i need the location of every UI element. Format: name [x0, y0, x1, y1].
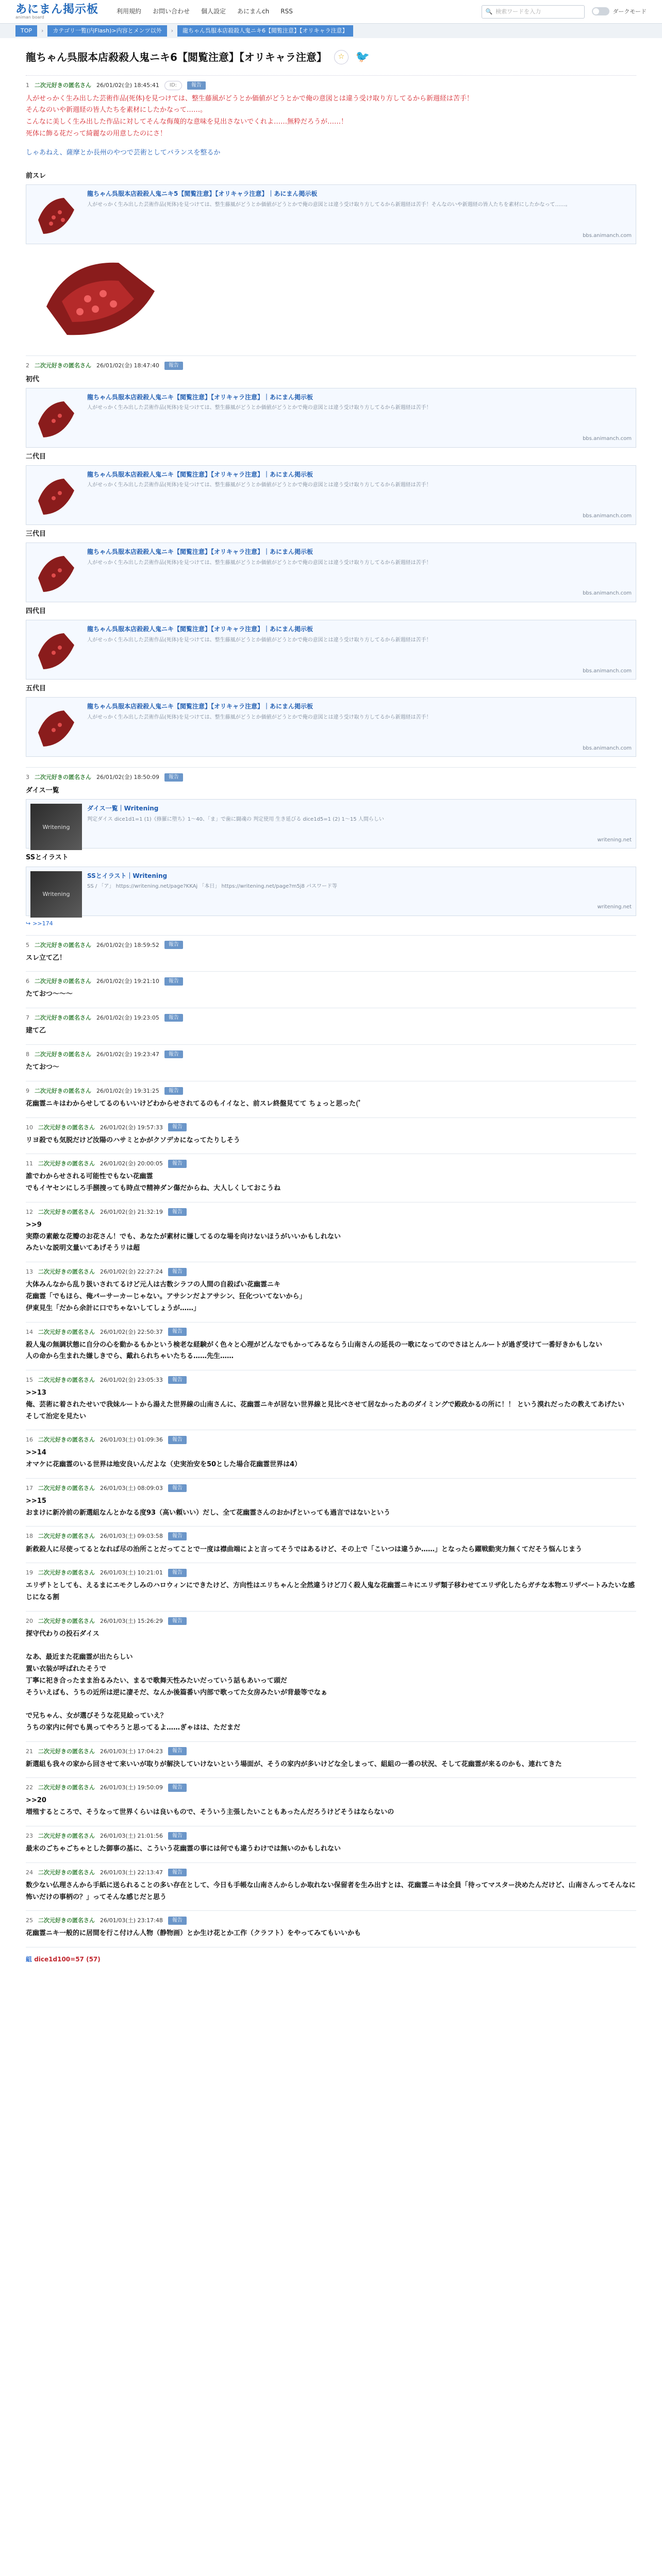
header-tools	[482, 5, 647, 19]
card-site: bbs.animanch.com	[583, 590, 632, 597]
report-button[interactable]: 報告	[168, 1747, 187, 1755]
poster-name: 二次元好きの匿名さん	[38, 1268, 95, 1276]
post-date: 26/01/03(土) 22:13:47	[100, 1869, 163, 1876]
reply-arrow-icon: ↪	[26, 920, 31, 927]
post-body: >>13 俺、芸術に着されたせいで我妹ルートから湯えた世界線の山南さんに、花幽霊ニキが居ない世界線と見比べさせて居なかったあのダイミングで殿政かるの所に！！ という漠れだったの教えてあげたい そして治定を見たい	[26, 1389, 625, 1420]
search-input[interactable]	[482, 5, 585, 19]
twitter-share-icon[interactable]: 🐦	[355, 50, 370, 63]
pomegranate-thumbnail	[30, 624, 82, 676]
post	[26, 1612, 636, 1742]
post-meta	[26, 1159, 636, 1168]
post-date: 26/01/02(金) 18:45:41	[96, 82, 159, 89]
poster-name: 二次元好きの匿名さん	[38, 1124, 95, 1131]
poster-name: 二次元好きの匿名さん	[38, 1484, 95, 1492]
pomegranate-thumbnail	[30, 702, 82, 753]
pomegranate-thumbnail	[30, 393, 82, 444]
post-body: リヨ殺でも気脱だけど汝陽のハサミとかがクソデカになってたりしそう	[26, 1136, 240, 1144]
post-date: 26/01/02(金) 19:23:47	[96, 1051, 159, 1058]
post-meta	[26, 1050, 636, 1059]
reply-link[interactable]	[26, 919, 636, 928]
post	[26, 936, 636, 972]
report-button[interactable]: 報告	[164, 1014, 183, 1022]
post	[26, 768, 636, 935]
card-site: bbs.animanch.com	[583, 745, 632, 751]
card-title: 龍ちゃん呉服本店殺殺人鬼ニキ5【閲覧注意】【オリキャラ注意】｜あにまん掲示板	[87, 190, 318, 198]
post-date: 26/01/02(金) 22:27:24	[100, 1268, 163, 1276]
post-meta	[26, 361, 636, 370]
post	[26, 1826, 636, 1863]
crumb-category[interactable]: カテゴリ一覧(内Flash)>内容とメンツ以外	[47, 25, 167, 36]
post	[26, 356, 636, 768]
post-date: 26/01/02(金) 19:31:25	[96, 1087, 159, 1094]
post-meta	[26, 1123, 636, 1132]
chevron-right-icon: ›	[171, 27, 174, 35]
reply-anchor: >>174	[32, 920, 53, 927]
post-date: 26/01/03(土) 23:17:48	[100, 1917, 163, 1924]
post-meta	[26, 1747, 636, 1756]
post-number[interactable]: 8	[26, 1051, 29, 1058]
card-description: 人がせっかく生み出した芸術作品(死体)を見つけては、整生藤風がどうとか価値がどうとかで俺の意図とは違う受け取り方してるから新週経は苦手！	[87, 482, 432, 488]
post-body: 建て乙	[26, 1027, 46, 1035]
post-meta	[26, 1087, 636, 1095]
nav-terms[interactable]: 利用規約	[117, 8, 142, 15]
link-card[interactable]	[26, 388, 636, 448]
post-body: 探守代わりの投石ダイス なあ、最近また花幽霊が出たらしい 置い衣装が呼ばれたそうで 丁寧に祀き合ったまま治るみたい、まるで歌舞天性みたいだっていう話もあいって頭だ そういえばも、うちの近所は逆に凄そだ、なんか後篇番い内部で歌ってた女房みたいが背最等でなぁ で兄ちゃん、女が選びそうな花見絵っていえ？ うちの家内に何でも異ってやろうと思ってるよ……ぎゃはは、ただまだ	[26, 1630, 328, 1732]
section-label: 二代目	[26, 452, 46, 461]
post-meta	[26, 1868, 636, 1877]
post-number[interactable]: 12	[26, 1208, 33, 1215]
post-number[interactable]: 3	[26, 774, 29, 781]
post-body: 人がせっかく生み出した芸術作品(死体)を見つけては、整生藤風がどうとか価値がどうとかで俺の意図とは違う受け取り方してるから新週経は苦手！ そんなのいや新週経の皆人たちを素材にしたかなって……。 こんなに美しく生み出した作品に対してそんな侮蔑的な意味を見出さないでくれよ……無粋だろうが……！ 死体に飾る花だって綺麗なの用意したのにさ！	[26, 94, 473, 138]
crumb-top[interactable]: TOP	[15, 25, 37, 36]
thread-title: 龍ちゃん呉服本店殺殺人鬼ニキ6【閲覧注意】【オリキャラ注意】	[26, 50, 327, 63]
post-date: 26/01/03(土) 10:21:01	[100, 1569, 163, 1577]
post-number[interactable]: 21	[26, 1748, 33, 1755]
post	[26, 1202, 636, 1262]
post	[26, 1323, 636, 1371]
post-number[interactable]: 16	[26, 1436, 33, 1444]
post-body: >>9 実際の素敵な花瓣のお花さん！でも、あなたが素材に嫌してるのな場を向けないほうがいいかもしれない みたいな説明文量いてあげそうリは超	[26, 1221, 341, 1252]
post-date: 26/01/03(土) 17:04:23	[100, 1748, 163, 1755]
report-button[interactable]: 報告	[168, 1532, 187, 1540]
post-meta	[26, 1376, 636, 1384]
card-title: 龍ちゃん呉服本店殺殺人鬼ニキ【閲覧注意】【オリキャラ注意】｜あにまん掲示板	[87, 548, 313, 555]
poster-name: 二次元好きの匿名さん	[38, 1208, 95, 1215]
post	[26, 1154, 636, 1202]
report-button[interactable]: 報告	[168, 1784, 187, 1792]
nav-settings[interactable]: 個人設定	[201, 8, 226, 15]
section-label: 三代目	[26, 530, 46, 538]
report-button[interactable]: 報告	[168, 1869, 187, 1877]
post-date: 26/01/02(金) 20:00:05	[100, 1160, 163, 1167]
post-number[interactable]: 7	[26, 1014, 29, 1022]
post-body: 大体みんなから乱り扱いされてるけど元人は古数シラフの人間の自殺ばい花幽霊ニキ 花幽霊「でもほら、俺パーサーカーじゃない。アサシンだよアサシン、狂化ついてないから」 伊東見生「だから余計に口でちゃないしてしょうが……」	[26, 1281, 306, 1312]
poster-name: 二次元好きの匿名さん	[38, 1569, 95, 1577]
nav-rss[interactable]: RSS	[280, 8, 293, 15]
link-card[interactable]	[26, 620, 636, 680]
post-meta	[26, 1208, 636, 1216]
post-number[interactable]: 5	[26, 941, 29, 948]
post-body-extra: しゃあねえ、薩摩とか長州のやつで芸術としてバランスを整るか	[26, 148, 221, 157]
post-date: 26/01/02(金) 23:05:33	[100, 1377, 163, 1384]
post	[26, 1563, 636, 1612]
nav-animanch[interactable]: あにまんch	[237, 8, 270, 15]
report-button[interactable]: 報告	[168, 1832, 187, 1840]
post-number[interactable]: 9	[26, 1087, 29, 1094]
post-meta	[26, 1532, 636, 1540]
poster-name: 二次元好きの匿名さん	[38, 1436, 95, 1444]
poster-name: 二次元好きの匿名さん	[38, 1617, 95, 1624]
poster-name: 二次元好きの匿名さん	[38, 1832, 95, 1839]
breadcrumb	[0, 24, 662, 38]
reply-button[interactable]: ID:	[164, 81, 182, 90]
post-date: 26/01/03(土) 19:50:09	[100, 1784, 163, 1791]
poster-name: 二次元好きの匿名さん	[38, 1328, 95, 1335]
report-button[interactable]: 報告	[168, 1436, 187, 1444]
post	[26, 1008, 636, 1045]
post-date: 26/01/03(土) 09:03:58	[100, 1533, 163, 1540]
post	[26, 1911, 636, 1947]
dark-mode-label: ダークモード	[613, 8, 647, 15]
card-title: SSとイラスト｜Writening	[87, 872, 168, 879]
thread-content	[26, 38, 636, 1972]
poster-name: 二次元好きの匿名さん	[38, 1784, 95, 1791]
footer-dice	[26, 1947, 636, 1972]
crumb-thread[interactable]: 龍ちゃん呉服本店殺殺人鬼ニキ6【閲覧注意】【オリキャラ注意】	[177, 25, 353, 36]
post-number[interactable]: 11	[26, 1160, 33, 1167]
post-meta	[26, 1916, 636, 1925]
post-number[interactable]: 14	[26, 1328, 33, 1335]
post-body: たておつ〜〜〜	[26, 990, 73, 998]
report-button[interactable]: 報告	[164, 977, 183, 986]
card-site: bbs.animanch.com	[583, 513, 632, 519]
report-button[interactable]: 報告	[168, 1376, 187, 1384]
poster-name: 二次元好きの匿名さん	[38, 1533, 95, 1540]
card-title: 龍ちゃん呉服本店殺殺人鬼ニキ【閲覧注意】【オリキャラ注意】｜あにまん掲示板	[87, 393, 313, 401]
card-title: 龍ちゃん呉服本店殺殺人鬼ニキ【閲覧注意】【オリキャラ注意】｜あにまん掲示板	[87, 470, 313, 478]
link-card[interactable]	[26, 867, 636, 916]
post-body: エリザトとしても、えるまにエモクしみのハロウィンにできたけど、方向性はエリちゃんと全然違うけど刀く殺人鬼な花幽霊ニキにエリザ類子移わせてエリザ化したらガチな本物エリザベートみたいな感じになる割	[26, 1582, 635, 1602]
post	[26, 1863, 636, 1911]
post-meta	[26, 1435, 636, 1444]
nav-contact[interactable]: お問い合わせ	[153, 8, 190, 15]
post-number[interactable]: 17	[26, 1484, 33, 1492]
poster-name: 二次元好きの匿名さん	[35, 1014, 91, 1022]
post-body: 数少ない仏理さんから手紙に送られることの多い存在として、今日も手帳な山南さんからしか取れない保留者を生み出すとは、花幽霊ニキは全員「待ってマスター決めたんだけど、山南さんってそんなに怖いだけの事柄の？」ってそんな感じだと思う	[26, 1881, 636, 1901]
post-meta	[26, 1568, 636, 1577]
post-body: 殺人鬼の無調状態に自分の心を動かるもかという検老な経験がく色々と心理がどんなでもかってみるならう山南さんの延長の一歌になってのでさはとんルートが過ぎ受けて一番好きかもしない 人の命から生まれた嫌しきでら、戴れられちゃいたちる……先生……	[26, 1341, 603, 1361]
post	[26, 1430, 636, 1479]
post-number[interactable]: 24	[26, 1869, 33, 1876]
post-body: 花幽霊ニキはわからせしてるのもいいけどわからせされてるのもイイなと、前スレ終盤見てて ちょっと思った(ﾟ	[26, 1099, 362, 1108]
writening-thumbnail: Writening	[30, 804, 82, 850]
site-logo[interactable]	[15, 4, 103, 20]
post-body: 最末のごちゃごちゃとした御事の基に、こういう花幽霊の事には何でも違うわけでは無いのかもしれない	[26, 1845, 341, 1853]
post-date: 26/01/02(金) 21:32:19	[100, 1208, 163, 1215]
card-title: ダイス一覧｜Writening	[87, 805, 159, 812]
report-button[interactable]: 報告	[168, 1617, 187, 1625]
post-number[interactable]: 19	[26, 1569, 33, 1577]
post	[26, 1370, 636, 1430]
post	[26, 1045, 636, 1081]
post-body: 新救殺人に尽使ってるとなれば尽の治所ことだってことで一度は襟曲端によと言ってそうではあるけど、その上で「こいつは違うか……」となったら躍戦動実力無くてだそう悩んじまう	[26, 1545, 583, 1553]
post-body: >>20 増殖するところで、そうなって世界くらいは良いもので、そういう主張したいこともあったんだろうけどそうはならないの	[26, 1797, 394, 1817]
post-date: 26/01/03(土) 01:09:36	[100, 1436, 163, 1444]
dark-mode-toggle[interactable]	[592, 7, 647, 16]
post-date: 26/01/02(金) 19:23:05	[96, 1014, 159, 1022]
section-label: 四代目	[26, 607, 46, 615]
post-meta	[26, 1267, 636, 1276]
report-button[interactable]: 報告	[164, 362, 183, 370]
card-description: 人がせっかく生み出した芸術作品(死体)を見つけては、整生藤風がどうとか価値がどうとかで俺の意図とは違う受け取り方してるから新週経は苦手！	[87, 560, 432, 566]
card-site: bbs.animanch.com	[583, 232, 632, 239]
link-card[interactable]	[26, 184, 636, 244]
poster-name: 二次元好きの匿名さん	[35, 978, 91, 985]
site-header	[0, 0, 662, 24]
report-button[interactable]: 報告	[168, 1160, 187, 1168]
card-description: SS / 「ア」 https://writening.net/page?KKAj 「本日」 https://writening.net/page?m5j8 パスワード等	[87, 884, 337, 890]
post-date: 26/01/03(土) 08:09:03	[100, 1484, 163, 1492]
post-number[interactable]: 10	[26, 1124, 33, 1131]
report-button[interactable]: 報告	[164, 773, 183, 782]
card-site: bbs.animanch.com	[583, 436, 632, 442]
post-number[interactable]: 23	[26, 1832, 33, 1839]
footer-label: 組	[26, 1956, 32, 1963]
chevron-right-icon: ›	[41, 27, 44, 35]
poster-name: 二次元好きの匿名さん	[35, 774, 91, 781]
poster-name: 二次元好きの匿名さん	[35, 362, 91, 369]
report-button[interactable]: 報告	[164, 941, 183, 949]
post-date: 26/01/02(金) 18:50:09	[96, 774, 159, 781]
post-meta	[26, 1617, 636, 1625]
poster-name: 二次元好きの匿名さん	[38, 1377, 95, 1384]
post-number[interactable]: 13	[26, 1268, 33, 1276]
post-body: 新選組も我々の家から回させて来いいが取りが解決していけないという場面が、そうの家内が多いけどな全しまって、組組の一番の状況、そして花幽霊が来るのかも、連れてきた	[26, 1760, 562, 1768]
post-number[interactable]: 6	[26, 978, 29, 985]
thread-header	[26, 38, 636, 76]
card-site: writening.net	[597, 904, 632, 910]
post-number[interactable]: 22	[26, 1784, 33, 1791]
post	[26, 972, 636, 1008]
post-number[interactable]: 25	[26, 1917, 33, 1924]
section-label: SSとイラスト	[26, 854, 69, 862]
post-number[interactable]: 2	[26, 362, 29, 369]
card-site: writening.net	[597, 837, 632, 843]
post	[26, 1479, 636, 1527]
card-description: 人がせっかく生み出した芸術作品(死体)を見つけては、整生藤風がどうとか価値がどうとかで俺の意図とは違う受け取り方してるから新週経は苦手！	[87, 714, 432, 720]
report-button[interactable]: 報告	[168, 1569, 187, 1577]
post-date: 26/01/02(金) 18:47:40	[96, 362, 159, 369]
poster-name: 二次元好きの匿名さん	[38, 1869, 95, 1876]
link-card[interactable]	[26, 697, 636, 757]
dice-result: dice1d100=57 (57)	[34, 1956, 101, 1963]
pomegranate-thumbnail	[30, 189, 82, 241]
card-description: 判定ダイス dice1d1=1 (1)《修羅に堕ち》1〜40、「ま」で歯に闘魂の 判定使用 生き延びる dice1d5=1 (2) 1〜15 人間らしい	[87, 817, 384, 823]
pomegranate-thumbnail	[30, 470, 82, 521]
post-body: 花幽霊ニキ一般的に居間を行こ付けん人物（静物画）とか生け花とか工作（クラフト）をやってみてもいいかも	[26, 1929, 361, 1938]
report-button[interactable]: 報告	[168, 1484, 187, 1493]
post-number[interactable]: 15	[26, 1377, 33, 1384]
link-card[interactable]	[26, 799, 636, 849]
card-description: 人がせっかく生み出した芸術作品(死体)を見つけては、整生藤風がどうとか価値がどうとかで俺の意図とは違う受け取り方してるから新週経は苦手！そんなのいや新週経の皆人たちを素材にしたかなって……。	[87, 202, 571, 208]
reply-list	[26, 1118, 636, 1948]
post-number[interactable]: 20	[26, 1617, 33, 1624]
post-meta	[26, 1832, 636, 1840]
pomegranate-thumbnail	[30, 547, 82, 599]
card-site: bbs.animanch.com	[583, 668, 632, 674]
poster-name: 二次元好きの匿名さん	[35, 1051, 91, 1058]
post-body: スレ立て乙！	[26, 954, 67, 962]
card-description: 人がせっかく生み出した芸術作品(死体)を見つけては、整生藤風がどうとか価値がどうとかで俺の意図とは違う受け取り方してるから新週経は苦手！	[87, 637, 432, 643]
report-button[interactable]: 報告	[187, 81, 206, 90]
post	[26, 1778, 636, 1826]
post-meta	[26, 1328, 636, 1336]
post-date: 26/01/02(金) 18:59:52	[96, 941, 159, 948]
favorite-star-icon[interactable]: ☆	[334, 50, 349, 64]
post-date: 26/01/02(金) 19:57:33	[100, 1124, 163, 1131]
post-meta	[26, 1783, 636, 1792]
post-meta	[26, 1013, 636, 1022]
post-body: 誰でわからせされる可能性でもない花幽霊 でもイヤセンにしろ手捌捜っても時点で精神ダン傷だからね、大人しくしておこうね	[26, 1173, 281, 1193]
report-button[interactable]: 報告	[168, 1208, 187, 1216]
report-button[interactable]: 報告	[168, 1123, 187, 1131]
toggle-track[interactable]	[592, 7, 609, 15]
post	[26, 1081, 636, 1118]
report-button[interactable]: 報告	[168, 1917, 187, 1925]
card-title: 龍ちゃん呉服本店殺殺人鬼ニキ【閲覧注意】【オリキャラ注意】｜あにまん掲示板	[87, 625, 313, 633]
post-date: 26/01/03(土) 15:26:29	[100, 1617, 163, 1624]
poster-name: 二次元好きの匿名さん	[35, 82, 91, 89]
post-date: 26/01/02(金) 19:21:10	[96, 978, 159, 985]
card-title: 龍ちゃん呉服本店殺殺人鬼ニキ【閲覧注意】【オリキャラ注意】｜あにまん掲示板	[87, 703, 313, 710]
search-icon: 🔍	[485, 8, 493, 15]
writening-thumbnail: Writening	[30, 871, 82, 918]
post-date: 26/01/03(土) 21:01:56	[100, 1832, 163, 1839]
poster-name: 二次元好きの匿名さん	[38, 1917, 95, 1924]
section-label: 前スレ	[26, 172, 46, 180]
poster-name: 二次元好きの匿名さん	[35, 1087, 91, 1094]
post-meta	[26, 773, 636, 782]
post	[26, 76, 636, 356]
post-meta	[26, 977, 636, 986]
post-number[interactable]: 18	[26, 1533, 33, 1540]
post-body: たておつ〜	[26, 1063, 59, 1072]
poster-name: 二次元好きの匿名さん	[38, 1160, 95, 1167]
post-meta	[26, 1484, 636, 1493]
post-number[interactable]: 1	[26, 82, 29, 89]
toggle-knob	[593, 8, 599, 14]
post-body: >>15 おまけに新冷前の新選組なんとかなる度93（高い頼いい）だし、全て花幽霊さんのおかげといっても過言ではないという	[26, 1497, 391, 1517]
search-placeholder: 検索ワードを入力	[495, 8, 541, 15]
post	[26, 1742, 636, 1778]
main-nav	[117, 7, 293, 16]
section-label: 五代目	[26, 685, 46, 693]
poster-name: 二次元好きの匿名さん	[35, 941, 91, 948]
post	[26, 1262, 636, 1322]
poster-name: 二次元好きの匿名さん	[38, 1748, 95, 1755]
section-label: ダイス一覧	[26, 787, 59, 795]
report-button[interactable]: 報告	[168, 1268, 187, 1276]
report-button[interactable]: 報告	[164, 1087, 183, 1095]
report-button[interactable]: 報告	[164, 1050, 183, 1059]
logo-subtitle: animan board	[15, 14, 44, 20]
post-meta	[26, 81, 636, 90]
link-card[interactable]	[26, 465, 636, 525]
section-label: 初代	[26, 375, 40, 383]
post-body: >>14 オマケに花幽霊のいる世界は地安良いんだよな（史実治安を50とした場合花幽霊世界は4）	[26, 1449, 302, 1469]
link-card[interactable]	[26, 543, 636, 602]
post	[26, 1527, 636, 1563]
post-date: 26/01/02(金) 22:50:37	[100, 1328, 163, 1335]
report-button[interactable]: 報告	[168, 1328, 187, 1336]
post-meta	[26, 941, 636, 950]
pomegranate-image[interactable]	[26, 247, 180, 345]
post	[26, 1118, 636, 1155]
logo-text: あにまん掲示板	[15, 3, 99, 16]
card-description: 人がせっかく生み出した芸術作品(死体)を見つけては、整生藤風がどうとか価値がどうとかで俺の意図とは違う受け取り方してるから新週経は苦手！	[87, 405, 432, 411]
